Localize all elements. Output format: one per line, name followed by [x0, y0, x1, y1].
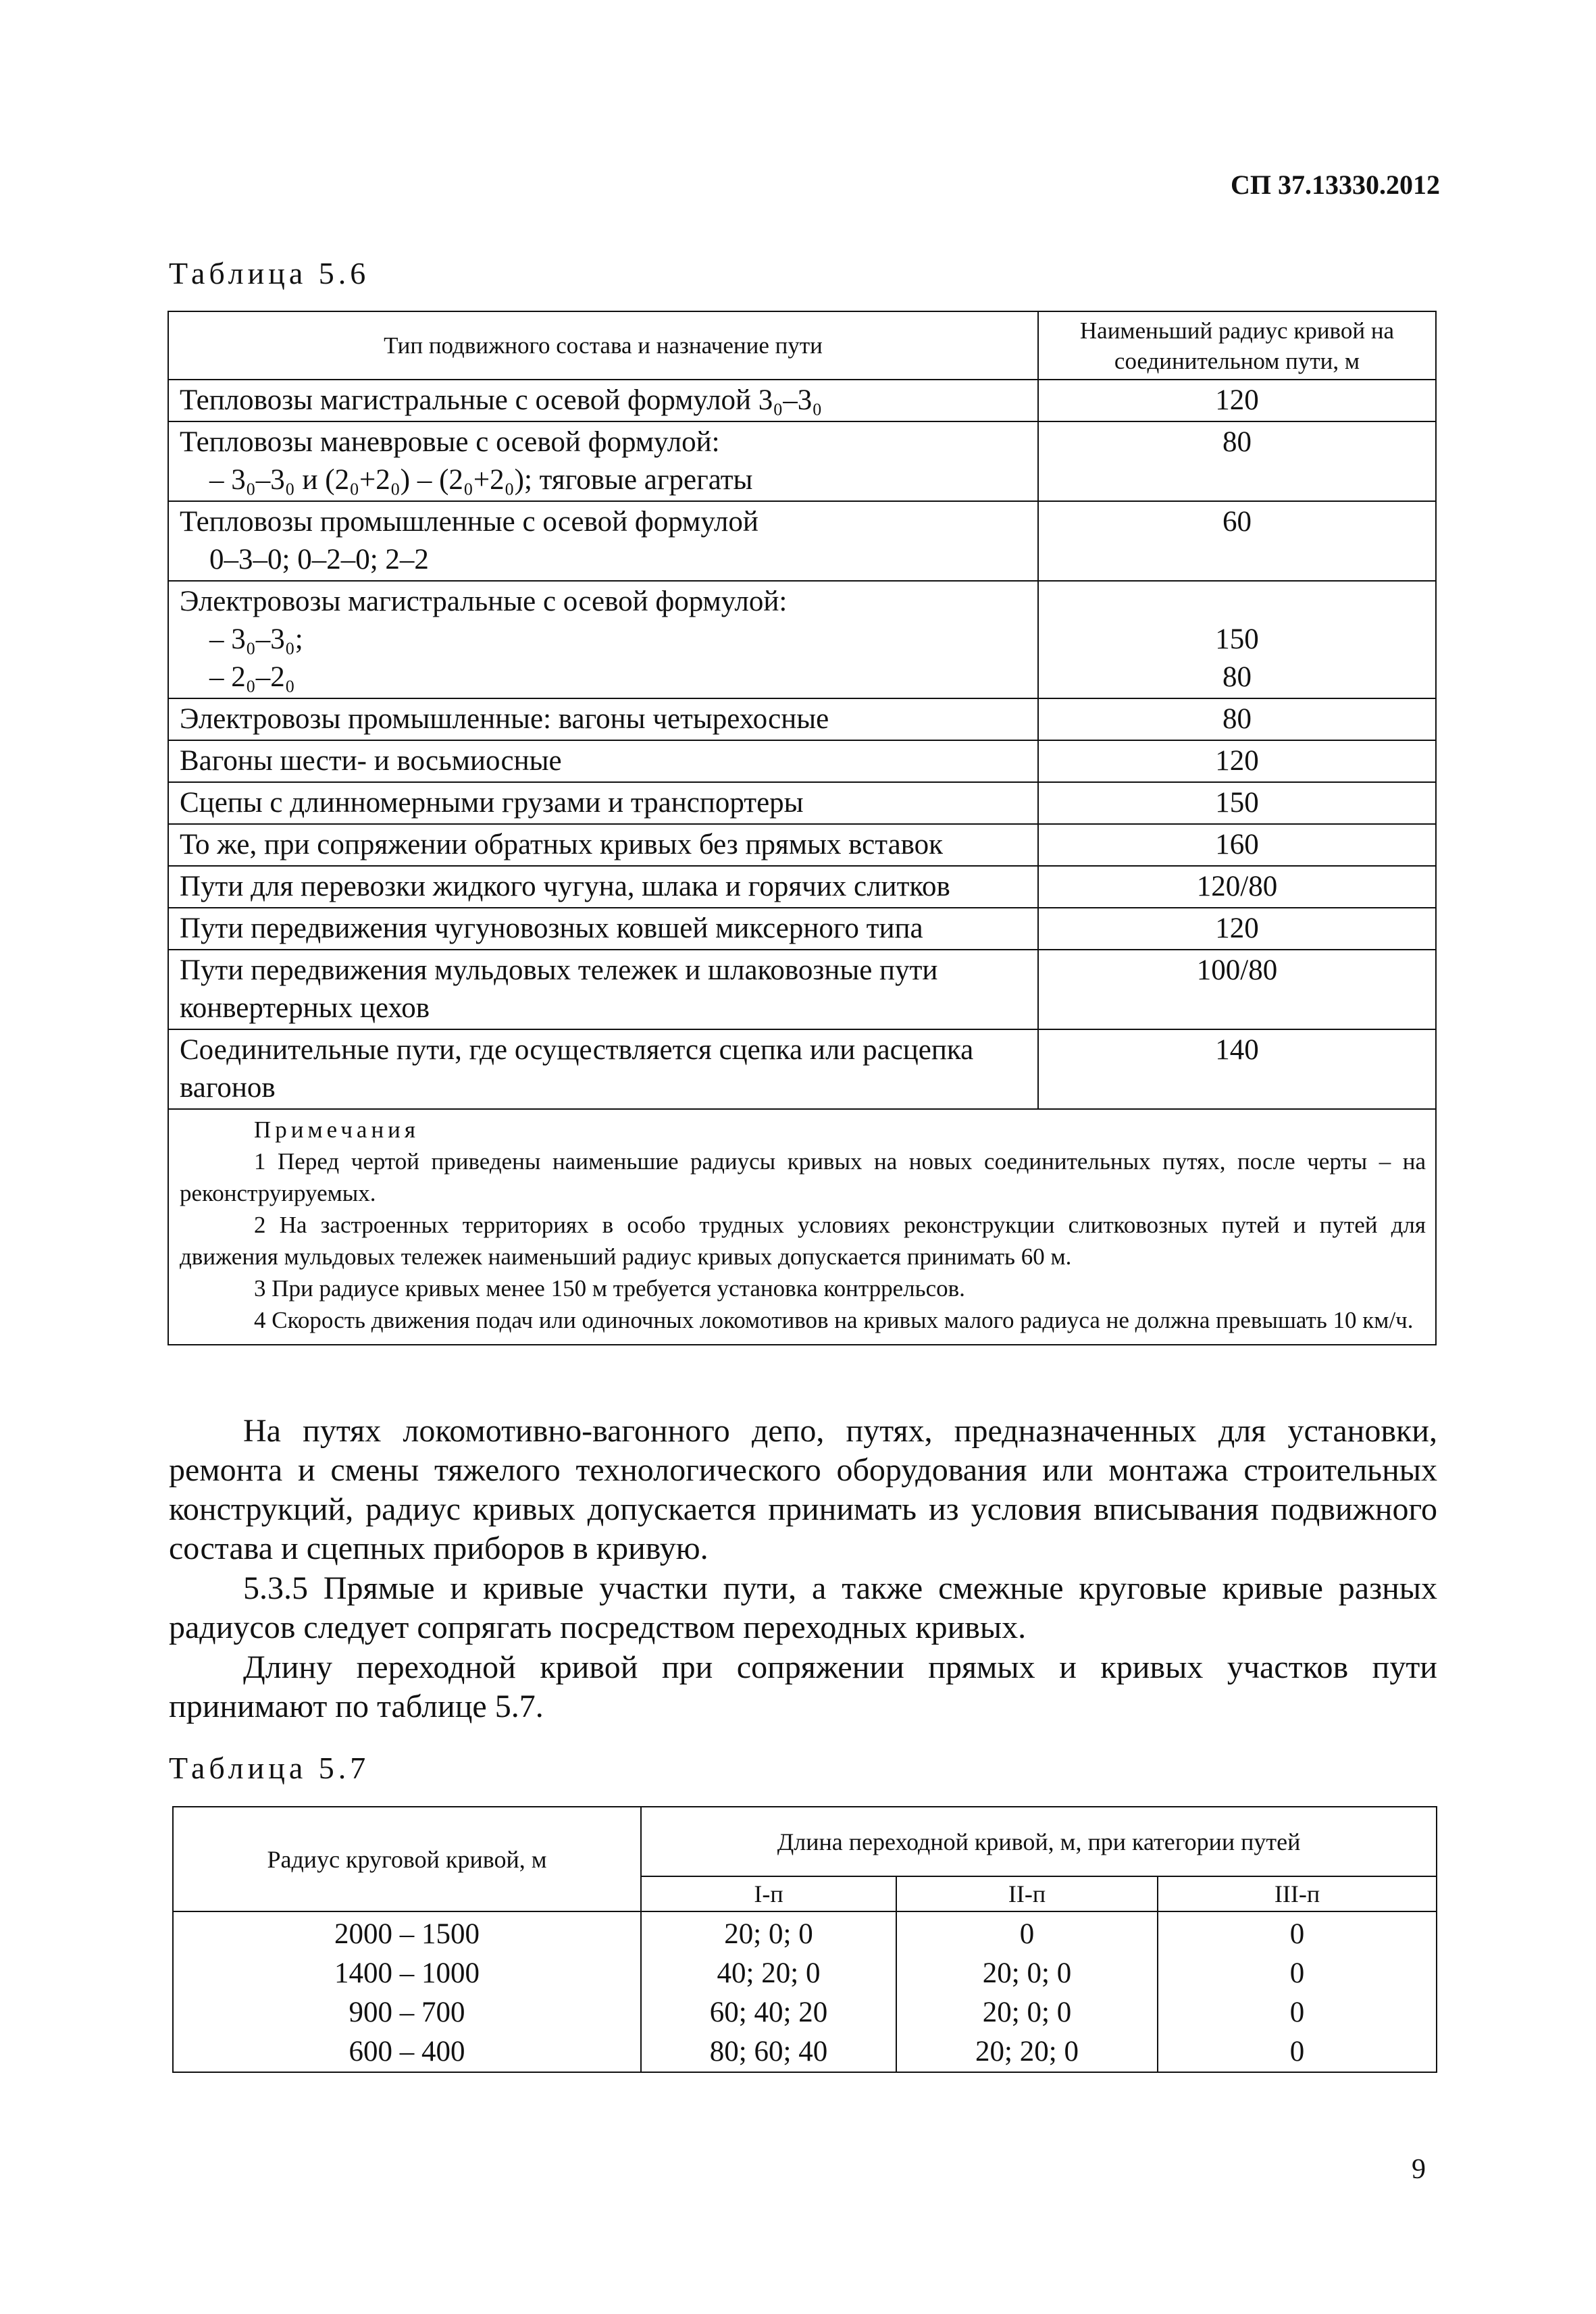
table-row	[168, 380, 1436, 421]
table-row	[173, 1954, 1437, 1993]
table-5-7-header-length: Длина переходной кривой, м, при категории путей	[641, 1807, 1437, 1876]
radius-cell	[1038, 782, 1436, 824]
table-5-7	[172, 1806, 1437, 2073]
category-header: I-п	[641, 1876, 896, 1911]
table-5-6-body	[168, 380, 1436, 1109]
paragraph-table-ref: Длину переходной кривой при сопряжении прямых и кривых участков пути принимают по таблице 5.7.	[169, 1649, 1437, 1724]
transition-length-cell: 0	[896, 1911, 1158, 1954]
table-5-6	[168, 311, 1437, 1345]
transition-length-cell: 20; 0; 0	[896, 1954, 1158, 1993]
radius-cell	[1038, 581, 1436, 698]
paragraph-depot: На путях локомотивно-вагонного депо, путях, предназначенных для установки, ремонта и смены тяжелого технологического оборудования или монтажа строительных конструкций, радиус кривых допускается принимать из условия вписывания подвижного состава и сцепных приборов в кривую.	[169, 1413, 1437, 1566]
vehicle-type-cell	[168, 740, 1038, 782]
cell-line: Пути для перевозки жидкого чугуна, шлака и горячих слитков	[180, 871, 950, 902]
table-row	[168, 1029, 1436, 1109]
radius-value: 150	[1215, 623, 1259, 655]
radius-range-cell: 2000 – 1500	[173, 1911, 641, 1954]
table-5-7-caption: Таблица 5.7	[169, 1751, 370, 1785]
radius-cell	[1038, 1029, 1436, 1109]
vehicle-type-cell	[168, 866, 1038, 908]
table-row	[168, 698, 1436, 740]
vehicle-type-cell	[168, 1029, 1038, 1109]
vehicle-type-cell	[168, 698, 1038, 740]
transition-length-cell: 0	[1158, 1993, 1437, 2032]
cell-line: Соединительные пути, где осуществляется сцепка или расцепка вагонов	[180, 1034, 974, 1104]
cell-line: Тепловозы магистральные с осевой формулой 3₀–3₀	[180, 384, 823, 416]
category-header: II-п	[896, 1876, 1158, 1911]
document-code: СП 37.13330.2012	[1231, 170, 1440, 200]
vehicle-type-cell	[168, 380, 1038, 421]
radius-value: 140	[1215, 1034, 1259, 1066]
table-row	[168, 908, 1436, 950]
radius-value: 80	[1222, 426, 1252, 458]
radius-cell	[1038, 866, 1436, 908]
note-4: 4 Скорость движения подач или одиночных локомотивов на кривых малого радиуса не должна превышать 10 км/ч.	[254, 1307, 1414, 1333]
table-row	[173, 1911, 1437, 1954]
note-3: 3 При радиусе кривых менее 150 м требуется установка контррельсов.	[254, 1275, 965, 1302]
radius-cell	[1038, 950, 1436, 1029]
transition-length-cell: 60; 40; 20	[641, 1993, 896, 2032]
table-row	[168, 501, 1436, 581]
radius-value: 120	[1215, 745, 1259, 777]
cell-line: – 3₀–3₀ и (2₀+2₀) – (2₀+2₀); тяговые агрегаты	[209, 464, 753, 496]
transition-length-cell: 40; 20; 0	[641, 1954, 896, 1993]
radius-cell	[1038, 421, 1436, 501]
radius-value: 80	[1222, 703, 1252, 735]
table-row	[168, 950, 1436, 1029]
radius-cell	[1038, 908, 1436, 950]
table-row	[173, 2032, 1437, 2072]
cell-line: 0–3–0; 0–2–0; 2–2	[209, 544, 429, 575]
cell-line: Тепловозы маневровые с осевой формулой:	[180, 426, 720, 458]
vehicle-type-cell	[168, 908, 1038, 950]
cell-line: Вагоны шести- и восьмиосные	[180, 745, 562, 777]
transition-length-cell: 20; 0; 0	[641, 1911, 896, 1954]
transition-length-cell: 0	[1158, 1954, 1437, 1993]
radius-cell	[1038, 501, 1436, 581]
vehicle-type-cell	[168, 421, 1038, 501]
transition-length-cell: 0	[1158, 1911, 1437, 1954]
cell-line: То же, при сопряжении обратных кривых без прямых вставок	[180, 829, 944, 860]
transition-length-cell: 80; 60; 40	[641, 2032, 896, 2072]
radius-value: 100/80	[1196, 954, 1278, 986]
table-row	[168, 782, 1436, 824]
cell-line: Тепловозы промышленные с осевой формулой	[180, 506, 758, 538]
table-row	[168, 824, 1436, 866]
table-5-7-header-radius: Радиус круговой кривой, м	[173, 1807, 641, 1911]
table-5-6-header-type: Тип подвижного состава и назначение пути	[168, 311, 1038, 380]
transition-length-cell: 0	[1158, 2032, 1437, 2072]
radius-cell	[1038, 824, 1436, 866]
page-number: 9	[1412, 2154, 1426, 2185]
radius-value: 120	[1215, 384, 1259, 416]
vehicle-type-cell	[168, 782, 1038, 824]
note-1: 1 Перед чертой приведены наименьшие радиусы кривых на новых соединительных путях, после черты – на реконструируемых.	[180, 1148, 1426, 1206]
radius-cell	[1038, 698, 1436, 740]
transition-length-cell: 20; 0; 0	[896, 1993, 1158, 2032]
cell-line: Сцепы с длинномерными грузами и транспортеры	[180, 787, 804, 819]
table-row	[168, 581, 1436, 698]
vehicle-type-cell	[168, 824, 1038, 866]
table-row	[168, 421, 1436, 501]
vehicle-type-cell	[168, 581, 1038, 698]
table-row	[173, 1993, 1437, 2032]
radius-value: 150	[1215, 787, 1259, 819]
table-row	[168, 740, 1436, 782]
table-5-6-notes	[168, 1109, 1436, 1345]
radius-value: 120/80	[1196, 871, 1278, 902]
cell-line: Пути передвижения чугуновозных ковшей миксерного типа	[180, 912, 923, 944]
table-row	[168, 866, 1436, 908]
table-5-6-header-radius: Наименьший радиус кривой на соединительном пути, м	[1038, 311, 1436, 380]
radius-value	[1041, 583, 1433, 621]
radius-value: 120	[1215, 912, 1259, 944]
radius-value: 60	[1222, 506, 1252, 538]
cell-line: – 3₀–3₀;	[209, 623, 303, 655]
vehicle-type-cell	[168, 501, 1038, 581]
radius-range-cell: 1400 – 1000	[173, 1954, 641, 1993]
table-5-6-caption: Таблица 5.6	[169, 256, 370, 290]
table-5-7-body	[173, 1911, 1437, 2072]
cell-line: – 2₀–2₀	[209, 661, 295, 693]
cell-line: Пути передвижения мульдовых тележек и шлаковозные пути конвертерных цехов	[180, 954, 938, 1024]
vehicle-type-cell	[168, 950, 1038, 1029]
radius-cell	[1038, 740, 1436, 782]
radius-cell	[1038, 380, 1436, 421]
radius-range-cell: 900 – 700	[173, 1993, 641, 2032]
radius-range-cell: 600 – 400	[173, 2032, 641, 2072]
cell-line: Электровозы магистральные с осевой формулой:	[180, 586, 788, 617]
category-header: III-п	[1158, 1876, 1437, 1911]
radius-value: 160	[1215, 829, 1259, 860]
cell-line: Электровозы промышленные: вагоны четырехосные	[180, 703, 829, 735]
note-2: 2 На застроенных территориях в особо трудных условиях реконструкции слитковозных путей и путей для движения мульдовых тележек наименьший радиус кривых допускается принимать 60 м.	[180, 1212, 1426, 1270]
notes-title: Примечания	[254, 1116, 420, 1143]
transition-length-cell: 20; 20; 0	[896, 2032, 1158, 2072]
paragraph-5-3-5: 5.3.5 Прямые и кривые участки пути, а также смежные круговые кривые разных радиусов следует сопрягать посредством переходных кривых.	[169, 1570, 1437, 1645]
radius-value: 80	[1222, 661, 1252, 693]
